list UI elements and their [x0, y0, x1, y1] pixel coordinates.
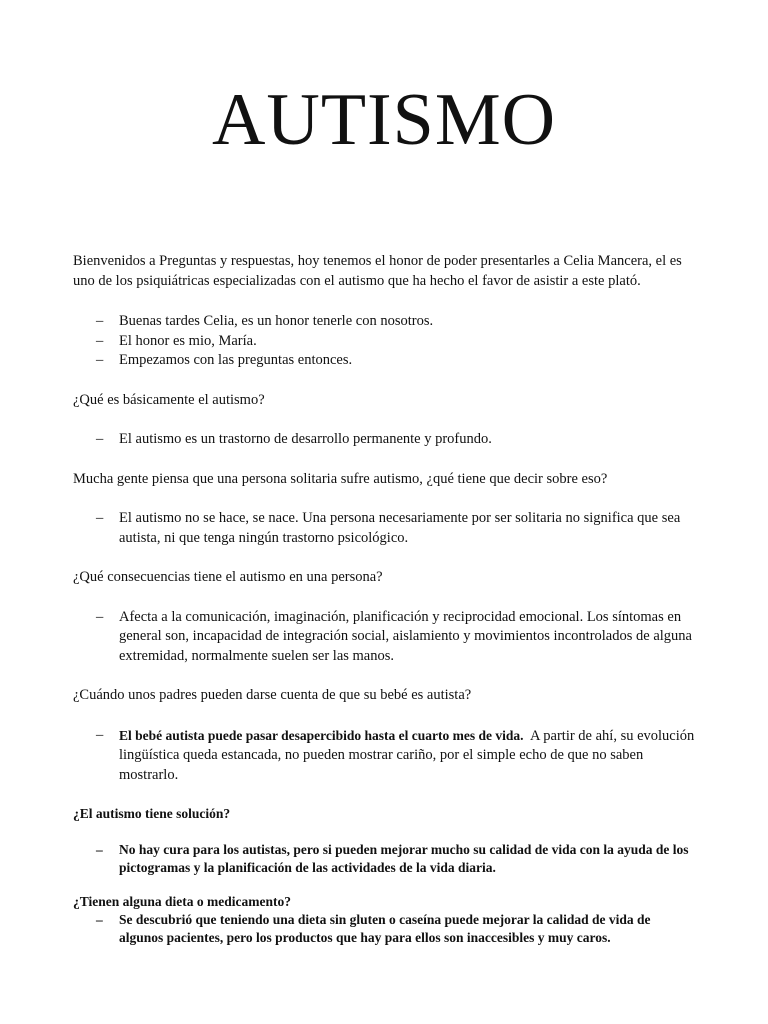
answer-item — [73, 726, 698, 786]
question-3: ¿Qué consecuencias tiene el autismo en una persona? — [73, 569, 383, 585]
answer-item — [73, 430, 698, 450]
answer-list-6 — [73, 911, 698, 947]
list-item-text: El honor es mio, María. — [119, 332, 257, 349]
question-4: ¿Cuándo unos padres pueden darse cuenta de que su bebé es autista? — [73, 687, 472, 703]
answer-item — [73, 509, 698, 548]
document-title: AUTISMO — [211, 79, 557, 161]
list-item-text: Empezamos con las preguntas entonces. — [119, 352, 353, 368]
answer-text-bold: El bebé autista puede pasar desapercibido hasta el cuarto mes de vida. — [119, 727, 524, 743]
answer-item — [73, 911, 698, 947]
answer-text: A partir de ahí, su evolución lingüística queda estancada, no pueden mostrar cariño, por el simple echo de que no saben mostrarlo. — [119, 727, 698, 783]
dash-bullet: – — [96, 608, 104, 625]
document-body — [73, 252, 698, 963]
dash-bullet: – — [96, 510, 104, 526]
intro-paragraph: Bienvenidos a Preguntas y respuestas, hoy tenemos el honor de poder presentarles a Celia Mancera, el es uno de los psiquiátricas especializadas con el autismo que ha hecho el favor de asistir a este plató. — [73, 253, 682, 289]
greetings-list — [73, 312, 698, 371]
answer-item — [73, 608, 698, 667]
question-6: ¿Tienen alguna dieta o medicamento? — [73, 894, 292, 909]
question-2: Mucha gente piensa que una persona solitaria sufre autismo, ¿qué tiene que decir sobre eso? — [73, 470, 608, 487]
answer-text: No hay cura para los autistas, pero si pueden mejorar mucho su calidad de vida con la ayuda de los pictogramas y la planificación de las actividades de la vida diaria. — [119, 842, 689, 875]
dash-bullet: – — [96, 352, 104, 368]
answer-text: Afecta a la comunicación, imaginación, planificación y reciprocidad emocional. Los síntomas en general son, incapacidad de integración social, aislamiento y movimientos incontrolados de alguna extremidad, normalmente suelen ser las manos. — [119, 608, 692, 664]
answer-list-2 — [73, 509, 698, 548]
dash-bullet: – — [96, 842, 103, 857]
answer-list-1 — [73, 430, 698, 450]
answer-list-4 — [73, 726, 698, 786]
answer-list-5 — [73, 841, 698, 877]
answer-text: Se descubrió que teniendo una dieta sin gluten o caseína puede mejorar la calidad de vida de algunos pacientes, pero los productos que hay para ellos son inaccesibles y muy caros. — [119, 912, 651, 945]
answer-text: El autismo es un trastorno de desarrollo permanente y profundo. — [119, 431, 492, 447]
dash-bullet: – — [96, 332, 104, 349]
question-1: ¿Qué es básicamente el autismo? — [73, 391, 265, 408]
list-item-text: Buenas tardes Celia, es un honor tenerle con nosotros. — [119, 313, 434, 329]
dash-bullet: – — [96, 431, 104, 447]
dash-bullet: – — [96, 726, 104, 743]
bold-section — [73, 805, 698, 947]
answer-text: El autismo no se hace, se nace. Una persona necesariamente por ser solitaria no significa que sea autista, ni que tenga ningún trastorno psicológico. — [119, 510, 681, 546]
answer-list-3 — [73, 608, 698, 667]
list-item — [73, 312, 698, 332]
list-item — [73, 351, 698, 371]
question-5: ¿El autismo tiene solución? — [73, 806, 231, 821]
dash-bullet: – — [96, 912, 103, 927]
list-item — [73, 332, 698, 352]
dash-bullet: – — [96, 313, 104, 329]
answer-item — [73, 841, 698, 877]
